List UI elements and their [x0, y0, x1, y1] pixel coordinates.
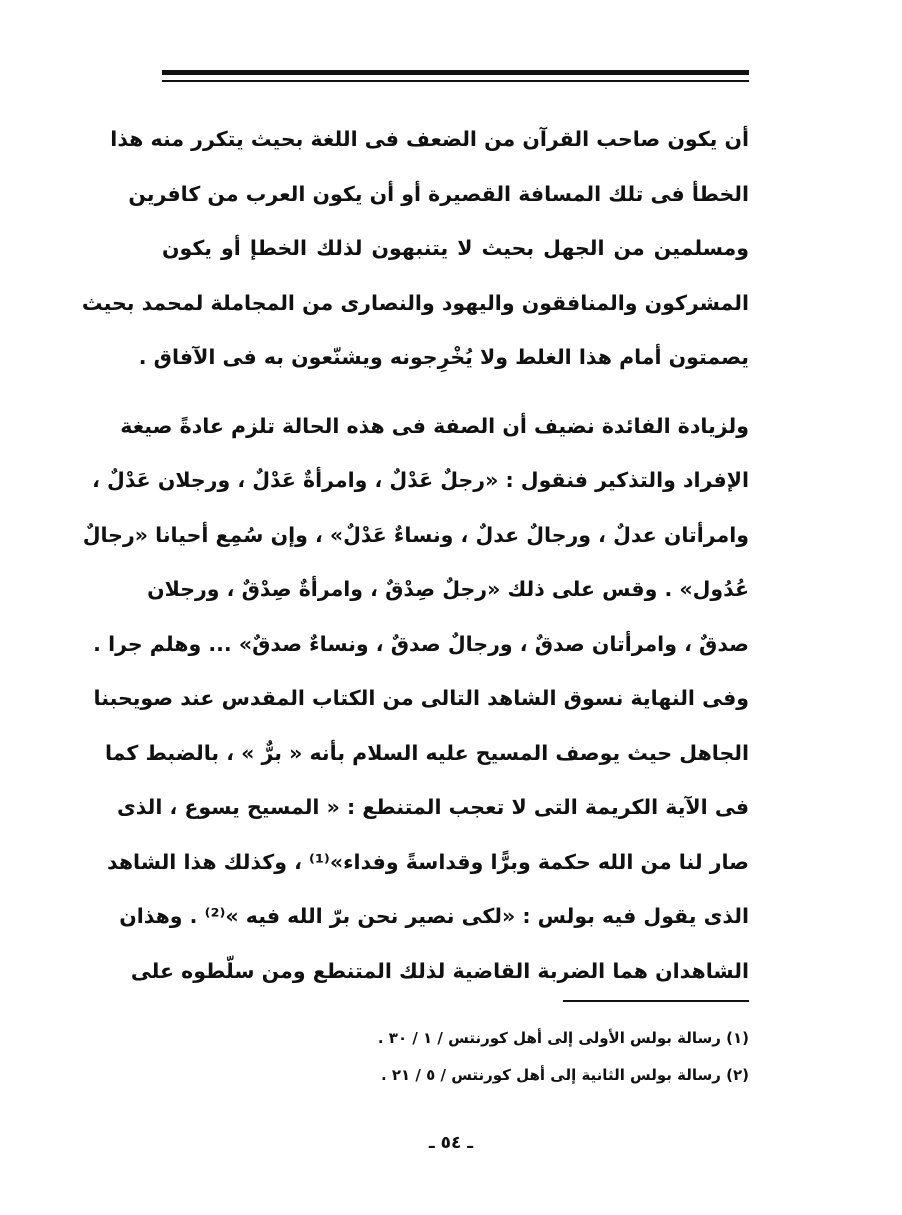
paragraph-2 [82, 399, 749, 672]
page-number: ـ ٥٤ ـ [428, 1133, 474, 1153]
text-line: أن يكون صاحب القرآن من الضعف فى اللغة بحيث يتكرر منه هذا [110, 127, 749, 151]
text-line: الذى يقول فيه بولس : «لكى نصير نحن برّ الله فيه »⁽²⁾ . وهذان [119, 904, 749, 928]
paragraph-3 [93, 671, 749, 998]
text-line: الشاهدان هما الضربة القاضية لذلك المتنطع ومن سلّطوه على [130, 958, 749, 983]
text-line: الجاهل حيث يوصف المسيح عليه السلام بأنه « برٌّ » ، بالضبط كما [104, 740, 749, 765]
text-line: ولزيادة الفائدة نضيف أن الصفة فى هذه الحالة تلزم عادةً صيغة [120, 413, 749, 438]
text-line: صار لنا من الله حكمة وبرًّا وقداسةً وفداء»⁽¹⁾ ، وكذلك هذا الشاهد [106, 849, 749, 874]
text-line: ومسلمين من الجهل بحيث لا يتنبهون لذلك الخطإ أو يكون [162, 236, 749, 260]
text-line: عُدُول» . وقس على ذلك «رجلٌ صِدْقٌ ، وامرأةٌ صِدْقٌ ، ورجلان [147, 577, 749, 601]
text-line: يصمتون أمام هذا الغلط ولا يُخْرِجونه ويشنّعون به فى الآفاق . [138, 345, 749, 369]
text-line: صدقٌ ، وامرأتان صدقٌ ، ورجالٌ صدقٌ ، ونساءٌ صدقٌ» ... وهلم جرا . [93, 631, 749, 656]
paragraph-1 [81, 112, 749, 385]
header-rule-thick [162, 70, 749, 75]
text-line: الخطأ فى تلك المسافة القصيرة أو أن يكون العرب من كافرين [128, 181, 749, 206]
text-line: المشركون والمنافقون واليهود والنصارى من المجاملة لمحمد بحيث [81, 290, 749, 315]
footnote-1: (١) رسالة بولس الأولى إلى أهل كورنتس / ١ / ٣٠ . [377, 1029, 749, 1047]
paragraph-gap [162, 385, 749, 399]
main-text [81, 112, 749, 998]
text-line: الإفراد والتذكير فنقول : «رجلٌ عَدْلٌ ، وامرأةٌ عَدْلٌ ، ورجلان عَدْلٌ ، [92, 468, 749, 492]
footnote-2: (٢) رسالة بولس الثانية إلى أهل كورنتس / ٥ / ٢١ . [380, 1066, 749, 1084]
header-rule-thin [162, 80, 749, 82]
footnote-separator [563, 1000, 749, 1002]
text-line: فى الآية الكريمة التى لا تعجب المتنطع : « المسيح يسوع ، الذى [117, 795, 749, 819]
text-line: وامرأتان عدلٌ ، ورجالٌ عدلٌ ، ونساءٌ عَدْلٌ» ، وإن سُمِع أحيانا «رجالٌ [82, 522, 749, 547]
footnotes [162, 1020, 749, 1094]
text-line: وفى النهاية نسوق الشاهد التالى من الكتاب المقدس عند صويحبنا [93, 686, 749, 710]
